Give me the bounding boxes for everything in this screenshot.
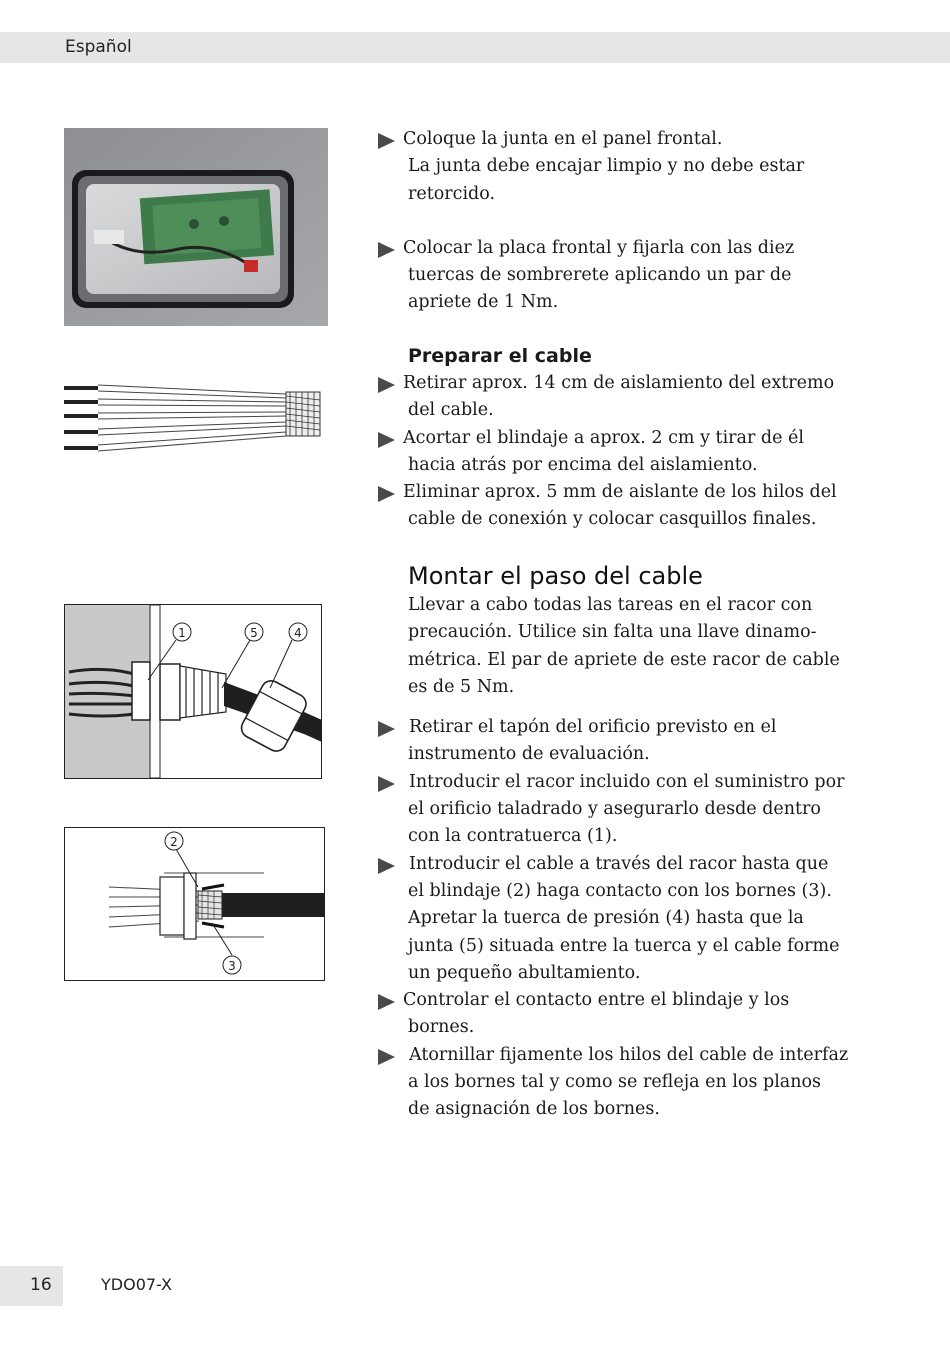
item-line: cable de conexión y colocar casquillos finales. bbox=[408, 509, 817, 530]
list-item bbox=[378, 987, 838, 1042]
header-language: Español bbox=[65, 37, 132, 57]
arrow-bullet-icon bbox=[378, 721, 395, 737]
arrow-bullet-icon bbox=[378, 776, 395, 792]
item-line: Retirar aprox. 14 cm de aislamiento del extremo bbox=[403, 373, 835, 393]
front-panel-photo bbox=[64, 128, 328, 326]
item-line: apriete de 1 Nm. bbox=[408, 292, 559, 313]
arrow-bullet-icon bbox=[378, 486, 395, 502]
item-line: junta (5) situada entre la tuerca y el cable forme bbox=[408, 935, 840, 956]
gland-label-seal: 5 bbox=[250, 626, 258, 640]
list-item bbox=[378, 769, 845, 851]
item-line: tuercas de sombrerete aplicando un par de bbox=[408, 265, 792, 286]
item-line: a los bornes tal y como se refleja en los planos bbox=[408, 1072, 822, 1093]
page-number: 16 bbox=[30, 1275, 52, 1295]
section-front-panel bbox=[378, 126, 838, 317]
item-line: instrumento de evaluación. bbox=[408, 744, 650, 765]
item-line: La junta debe encajar limpio y no debe estar bbox=[408, 156, 805, 177]
model-name: YDO07-X bbox=[101, 1275, 172, 1294]
list-item bbox=[378, 370, 838, 425]
gland-label-pressure-nut: 4 bbox=[294, 626, 302, 640]
header-band bbox=[0, 32, 950, 63]
item-line: Eliminar aprox. 5 mm de aislante de los hilos del bbox=[403, 482, 837, 503]
item-line: Introducir el racor incluido con el suministro por bbox=[409, 771, 845, 792]
item-line: Apretar la tuerca de presión (4) hasta que la bbox=[408, 908, 804, 929]
item-line: bornes. bbox=[408, 1017, 475, 1038]
shield-label-braid: 2 bbox=[170, 835, 178, 849]
item-line: el blindaje (2) haga contacto con los bornes (3). bbox=[408, 880, 832, 901]
section-prepare-cable bbox=[378, 342, 838, 534]
item-line: Acortar el blindaje a aprox. 2 cm y tirar de él bbox=[403, 427, 804, 448]
gland-label-nut: 1 bbox=[178, 626, 186, 640]
intro-line: Llevar a cabo todas las tareas en el racor con bbox=[408, 595, 813, 615]
item-line: Atornillar fijamente los hilos del cable de interfaz bbox=[409, 1044, 849, 1065]
item-line: Introducir el cable a través del racor hasta que bbox=[409, 853, 829, 874]
item-line: retorcido. bbox=[408, 183, 496, 204]
arrow-bullet-icon bbox=[378, 377, 395, 393]
arrow-bullet-icon bbox=[378, 858, 395, 874]
shield-label-terminal: 3 bbox=[228, 959, 236, 973]
item-line: hacia atrás por encima del aislamiento. bbox=[408, 454, 758, 475]
item-line: un pequeño abultamiento. bbox=[408, 962, 641, 983]
item-line: del cable. bbox=[408, 400, 494, 421]
intro-paragraph bbox=[378, 592, 838, 701]
item-line: de asignación de los bornes. bbox=[408, 1099, 660, 1120]
cable-gland-drawing bbox=[64, 604, 322, 779]
arrow-bullet-icon bbox=[378, 1049, 395, 1065]
list-item bbox=[378, 235, 838, 317]
item-line: Retirar el tapón del orificio previsto en el bbox=[409, 717, 777, 738]
shield-contact-drawing bbox=[64, 827, 326, 981]
list-item bbox=[378, 479, 838, 534]
arrow-bullet-icon bbox=[378, 994, 395, 1010]
arrow-bullet-icon bbox=[378, 242, 395, 258]
section-heading: Preparar el cable bbox=[408, 345, 592, 367]
item-line: Colocar la placa frontal y fijarla con las diez bbox=[403, 237, 795, 258]
item-line: con la contratuerca (1). bbox=[408, 826, 618, 847]
stripped-cable-drawing bbox=[64, 380, 328, 458]
arrow-bullet-icon bbox=[378, 432, 395, 448]
intro-line: es de 5 Nm. bbox=[408, 676, 515, 697]
item-line: Controlar el contacto entre el blindaje y los bbox=[403, 990, 790, 1011]
intro-line: precaución. Utilice sin falta una llave dinamo- bbox=[408, 622, 817, 643]
arrow-bullet-icon bbox=[378, 133, 395, 149]
section-heading: Montar el paso del cable bbox=[408, 562, 703, 590]
intro-line: métrica. El par de apriete de este racor de cable bbox=[408, 649, 840, 670]
item-line: Coloque la junta en el panel frontal. bbox=[403, 129, 723, 149]
list-item bbox=[378, 851, 838, 987]
list-item bbox=[378, 714, 838, 769]
list-item bbox=[378, 126, 838, 208]
section-cable-gland bbox=[378, 560, 849, 1124]
list-item bbox=[378, 425, 838, 480]
list-item bbox=[378, 1042, 849, 1124]
item-line: el orificio taladrado y asegurarlo desde dentro bbox=[408, 799, 821, 820]
